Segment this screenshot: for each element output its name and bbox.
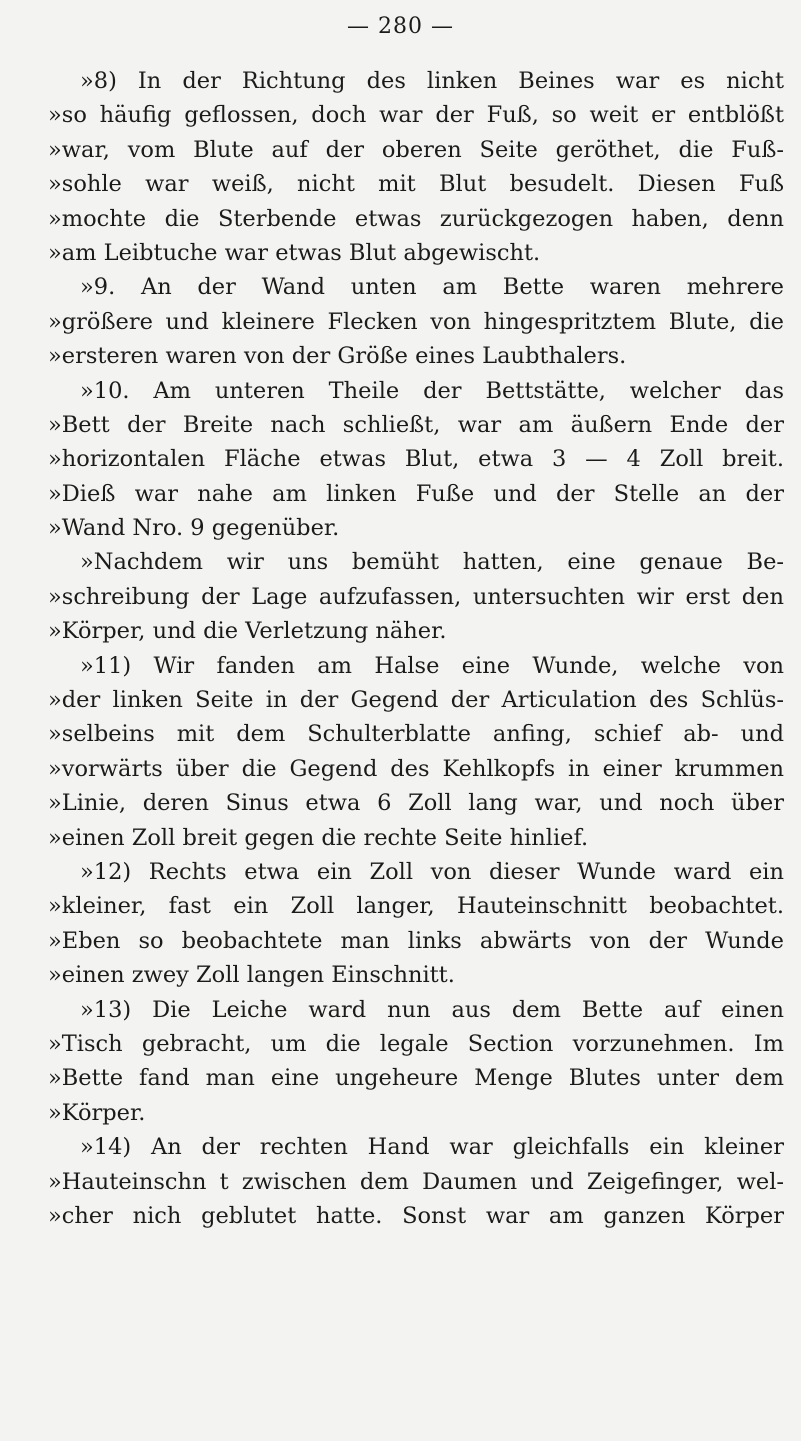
body-text xyxy=(48,64,784,1233)
text-line: »Wand Nro. 9 gegenüber. xyxy=(48,515,340,542)
text-line: »11) Wir fanden am Halse eine Wunde, welche von xyxy=(80,652,784,679)
text-line: »13) Die Leiche ward nun aus dem Bette auf einen xyxy=(80,996,784,1023)
text-line: »Tisch gebracht, um die legale Section vorzunehmen. Im xyxy=(48,1030,784,1057)
text-line: »10. Am unteren Theile der Bettstätte, welcher das xyxy=(80,377,784,404)
text-line: »horizontalen Fläche etwas Blut, etwa 3 — 4 Zoll breit. xyxy=(48,446,784,473)
text-line: »einen Zoll breit gegen die rechte Seite hinlief. xyxy=(48,824,589,851)
text-line: »Hauteinschn t zwischen dem Daumen und Zeigefinger, wel- xyxy=(48,1168,784,1195)
text-line: »12) Rechts etwa ein Zoll von dieser Wunde ward ein xyxy=(80,858,784,885)
text-line: »Eben so beobachtete man links abwärts von der Wunde xyxy=(48,927,784,954)
text-line: »sohle war weiß, nicht mit Blut besudelt. Diesen Fuß xyxy=(48,171,784,198)
text-line: »Nachdem wir uns bemüht hatten, eine genaue Be- xyxy=(80,549,784,576)
page-number: — 280 — xyxy=(347,14,454,39)
text-line: »größere und kleinere Flecken von hingespritztem Blute, die xyxy=(48,308,784,335)
text-line: »schreibung der Lage aufzufassen, untersuchten wir erst den xyxy=(48,583,784,610)
text-line: »9. An der Wand unten am Bette waren mehrere xyxy=(80,274,784,301)
text-line: »ersteren waren von der Größe eines Laubthalers. xyxy=(48,343,627,370)
text-line: »am Leibtuche war etwas Blut abgewischt. xyxy=(48,239,541,266)
text-line: »kleiner, fast ein Zoll langer, Hauteinschnitt beobachtet. xyxy=(48,893,784,920)
text-line: »8) In der Richtung des linken Beines war es nicht xyxy=(80,68,784,94)
text-line: »Linie, deren Sinus etwa 6 Zoll lang war, und noch über xyxy=(48,790,784,817)
text-line: »der linken Seite in der Gegend der Articulation des Schlüs- xyxy=(48,687,784,714)
text-line: »mochte die Sterbende etwas zurückgezogen haben, denn xyxy=(48,205,784,232)
text-line: »Dieß war nahe am linken Fuße und der Stelle an der xyxy=(48,480,784,507)
text-line: »cher nich geblutet hatte. Sonst war am ganzen Körper xyxy=(48,1202,784,1229)
text-line: »so häufig geflossen, doch war der Fuß, so weit er entblößt xyxy=(48,102,784,129)
text-line: »Körper. xyxy=(48,1099,146,1126)
text-line: »Bett der Breite nach schließt, war am äußern Ende der xyxy=(48,411,784,438)
text-line: »14) An der rechten Hand war gleichfalls ein kleiner xyxy=(80,1134,784,1161)
text-line: »Körper, und die Verletzung näher. xyxy=(48,618,447,645)
text-line: »selbeins mit dem Schulterblatte anfing, schief ab- und xyxy=(48,721,784,748)
text-line: »war, vom Blute auf der oberen Seite geröthet, die Fuß- xyxy=(48,136,784,163)
text-line: »einen zwey Zoll langen Einschnitt. xyxy=(48,962,455,989)
text-line: »vorwärts über die Gegend des Kehlkopfs in einer krummen xyxy=(48,755,784,782)
text-line: »Bette fand man eine ungeheure Menge Blutes unter dem xyxy=(48,1065,784,1092)
